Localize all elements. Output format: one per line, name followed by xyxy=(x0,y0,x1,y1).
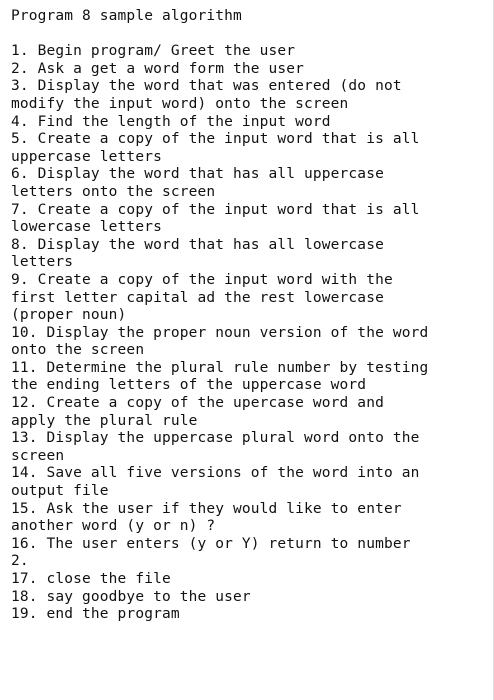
algorithm-line: 9. Create a copy of the input word with the xyxy=(11,271,393,288)
algorithm-line: the ending letters of the uppercase word xyxy=(11,377,367,394)
algorithm-line: lowercase letters xyxy=(11,219,162,236)
algorithm-line: (proper noun) xyxy=(11,307,127,324)
algorithm-line: 12. Create a copy of the upercase word and xyxy=(11,395,384,412)
algorithm-line: 13. Display the uppercase plural word onto the xyxy=(11,430,420,447)
algorithm-line: letters xyxy=(11,254,74,271)
algorithm-line: 15. Ask the user if they would like to enter xyxy=(11,500,402,517)
algorithm-line: output file xyxy=(11,483,109,500)
algorithm-line: apply the plural rule xyxy=(11,412,198,429)
algorithm-line: modify the input word) onto the screen xyxy=(11,95,349,112)
algorithm-line: 16. The user enters (y or Y) return to number xyxy=(11,535,411,552)
algorithm-line: uppercase letters xyxy=(11,148,162,165)
blank-line xyxy=(11,26,489,44)
algorithm-line: onto the screen xyxy=(11,342,145,359)
algorithm-line: 2. xyxy=(11,553,29,570)
algorithm-line: 18. say goodbye to the user xyxy=(11,588,251,605)
algorithm-line: first letter capital ad the rest lowercase xyxy=(11,289,384,306)
algorithm-line: 4. Find the length of the input word xyxy=(11,113,331,130)
algorithm-line: 6. Display the word that has all uppercase xyxy=(11,166,384,183)
algorithm-line: 17. close the file xyxy=(11,571,171,587)
algorithm-line: 11. Determine the plural rule number by testing xyxy=(11,359,429,376)
algorithm-line: 14. Save all five versions of the word into an xyxy=(11,465,420,482)
algorithm-line: 7. Create a copy of the input word that is all xyxy=(11,201,420,218)
algorithm-line: 2. Ask a get a word form the user xyxy=(11,60,305,77)
document-title: Program 8 sample algorithm xyxy=(11,8,242,24)
algorithm-line: 3. Display the word that was entered (do not xyxy=(11,78,402,95)
algorithm-line: another word (y or n) ? xyxy=(11,518,216,535)
algorithm-line: 5. Create a copy of the input word that is all xyxy=(11,131,420,148)
algorithm-line: 8. Display the word that has all lowercase xyxy=(11,236,384,253)
algorithm-line: letters onto the screen xyxy=(11,183,216,200)
algorithm-line: 19. end the program xyxy=(11,606,180,623)
algorithm-line: 1. Begin program/ Greet the user xyxy=(11,43,296,60)
algorithm-line: 10. Display the proper noun version of the word xyxy=(11,324,429,341)
algorithm-line: screen xyxy=(11,447,65,464)
document-body xyxy=(11,8,489,624)
